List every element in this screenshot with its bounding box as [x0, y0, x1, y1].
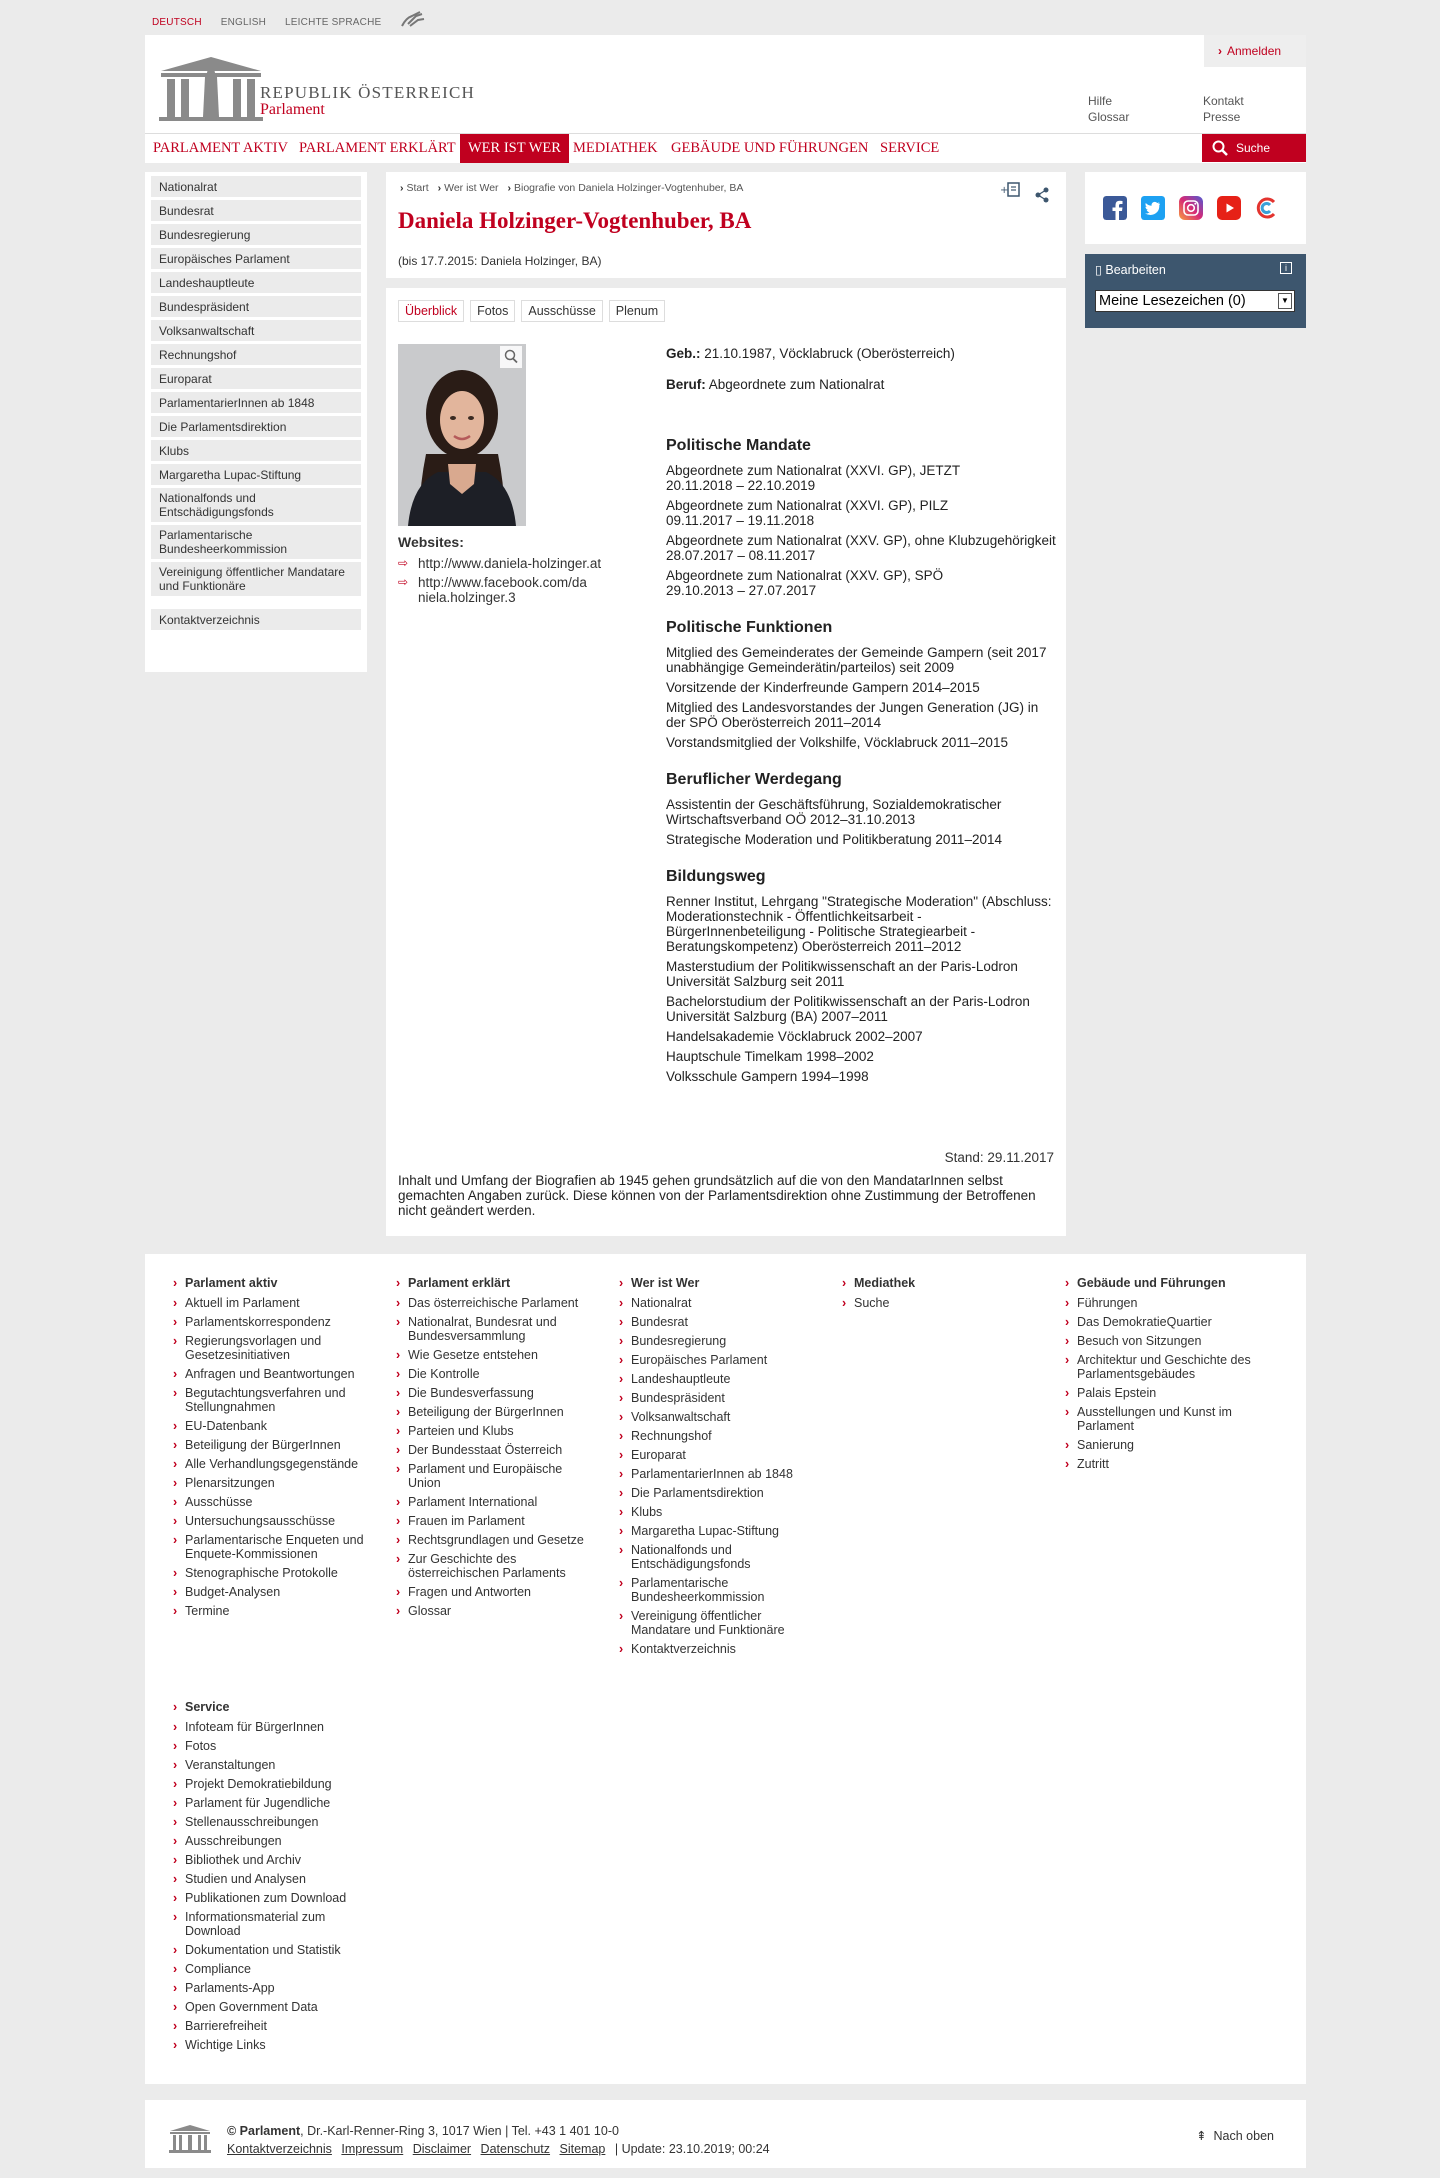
sidebar-item[interactable]: Bundespräsident: [151, 296, 361, 317]
footer-link[interactable]: › Glossar: [394, 1604, 594, 1618]
youtube-icon[interactable]: [1217, 196, 1241, 220]
footer-link[interactable]: › Parlamentarische Enqueten und Enquete-Kommissionen: [171, 1533, 371, 1561]
werdegang-entry: Assistentin der Geschäftsführung, Sozialdemokratischer Wirtschaftsverband OÖ 2012–31.10.2013: [666, 797, 1002, 827]
lang-english[interactable]: ENGLISH: [220, 16, 267, 28]
footer-col-mediathek: [840, 1276, 1040, 1315]
breadcrumb-start[interactable]: › Start: [400, 182, 429, 194]
chevron-down-icon: ▼: [1278, 293, 1292, 309]
footer-link[interactable]: › Europäisches Parlament: [617, 1353, 817, 1367]
tabs: [398, 300, 671, 322]
footer-link[interactable]: › Die Bundesverfassung: [394, 1386, 594, 1400]
footer-link[interactable]: › Termine: [171, 1604, 371, 1618]
sidebar-item[interactable]: Europäisches Parlament: [151, 248, 361, 269]
footer-link[interactable]: › Parlamentskorrespondenz: [171, 1315, 371, 1329]
facebook-icon[interactable]: [1103, 196, 1127, 220]
bottom-links: [227, 2142, 770, 2156]
websites-list: [398, 556, 601, 609]
sidebar: [145, 172, 367, 672]
nav-gebaeude[interactable]: GEBÄUDE UND FÜHRUNGEN: [671, 140, 869, 156]
footer-link[interactable]: › Begutachtungsverfahren und Stellungnahmen: [171, 1386, 371, 1414]
section-funktionen-title: Politische Funktionen: [666, 619, 833, 636]
footer-link[interactable]: › Nationalrat, Bundesrat und Bundesversammlung: [394, 1315, 594, 1343]
funktion-entry: Vorstandsmitglied der Volkshilfe, Vöcklabruck 2011–2015: [666, 735, 1008, 750]
footer-link[interactable]: › Sanierung: [1063, 1438, 1263, 1452]
footer-link[interactable]: › Volksanwaltschaft: [617, 1410, 817, 1424]
websites-title: Websites:: [398, 534, 464, 550]
update-date: | Update: 23.10.2019; 00:24: [614, 2142, 770, 2156]
bookmarks-edit-label: Bearbeiten: [1105, 263, 1166, 277]
footer-link[interactable]: › Alle Verhandlungsgegenstände: [171, 1457, 371, 1471]
footer-link[interactable]: › Margaretha Lupac-Stiftung: [617, 1524, 817, 1538]
footer-link[interactable]: › Rechtsgrundlagen und Gesetze: [394, 1533, 594, 1547]
bottom-link-kontaktverzeichnis[interactable]: Kontaktverzeichnis: [227, 2142, 332, 2156]
footer-link[interactable]: › Informationsmaterial zum Download: [171, 1910, 371, 1938]
sidebar-item[interactable]: Landeshauptleute: [151, 272, 361, 293]
bookmark-icon: ▯: [1095, 263, 1102, 277]
lang-easy[interactable]: LEICHTE SPRACHE: [285, 16, 382, 28]
footer-heading[interactable]: › Mediathek: [840, 1276, 1040, 1290]
footer-link[interactable]: › Beteiligung der BürgerInnen: [394, 1405, 594, 1419]
info-icon[interactable]: i: [1280, 262, 1292, 274]
svg-text:+: +: [1000, 185, 1009, 196]
footer-heading[interactable]: › Gebäude und Führungen: [1063, 1276, 1263, 1290]
footer-link[interactable]: › Klubs: [617, 1505, 817, 1519]
footer-col-gebaeude: [1063, 1276, 1263, 1476]
footer-sitemap: [145, 1254, 1306, 2084]
footer-link[interactable]: › Nationalfonds und Entschädigungsfonds: [617, 1543, 817, 1571]
footer-link[interactable]: › Parlament und Europäische Union: [394, 1462, 594, 1490]
footer-link[interactable]: › Frauen im Parlament: [394, 1514, 594, 1528]
footer-link[interactable]: › Infoteam für BürgerInnen: [171, 1720, 371, 1734]
footer-link[interactable]: › Wie Gesetze entstehen: [394, 1348, 594, 1362]
section-mandate-title: Politische Mandate: [666, 437, 811, 454]
funktion-entry: Mitglied des Landesvorstandes der Jungen Generation (JG) in der SPÖ Oberösterreich 2011–2014: [666, 700, 1039, 730]
sidebar-list: [151, 176, 361, 596]
website-link[interactable]: [398, 556, 601, 571]
footer-link[interactable]: › Suche: [840, 1296, 1040, 1310]
logo-line2: Parlament: [260, 101, 325, 118]
footer-link[interactable]: › Das österreichische Parlament: [394, 1296, 594, 1310]
nav-service[interactable]: SERVICE: [880, 140, 940, 156]
section-werdegang-title: Beruflicher Werdegang: [666, 771, 842, 788]
bildung-entry: Hauptschule Timelkam 1998–2002: [666, 1049, 874, 1064]
footer-link[interactable]: › Bundespräsident: [617, 1391, 817, 1405]
external-link-icon: ⇨: [398, 556, 409, 570]
funktion-entry: Mitglied des Gemeinderates der Gemeinde Gampern (seit 2017 unabhängige Gemeinderätin/parteilos) seit 2009: [666, 645, 1047, 675]
press-link[interactable]: Presse: [1203, 110, 1241, 124]
mandate-entry: Abgeordnete zum Nationalrat (XXVI. GP), PILZ 09.11.2017 – 19.11.2018: [666, 498, 949, 528]
footer-heading[interactable]: › Service: [171, 1700, 371, 1714]
footer-link[interactable]: › Kontaktverzeichnis: [617, 1642, 817, 1656]
search-label: Suche: [1236, 141, 1271, 155]
profession-label: Beruf:: [666, 377, 706, 392]
footer-link[interactable]: › Landeshauptleute: [617, 1372, 817, 1386]
sidebar-item[interactable]: Nationalrat: [151, 176, 361, 197]
footer-link[interactable]: › Ausschreibungen: [171, 1834, 371, 1848]
footer-link[interactable]: › ParlamentarierInnen ab 1848: [617, 1467, 817, 1481]
search-button[interactable]: [1202, 134, 1306, 162]
tab-plenum[interactable]: Plenum: [609, 300, 665, 322]
footer-link[interactable]: › Parlamentarische Bundesheerkommission: [617, 1576, 817, 1604]
sidebar-item[interactable]: Volksanwaltschaft: [151, 320, 361, 341]
site-header: [145, 35, 1306, 163]
footer-link[interactable]: › Rechnungshof: [617, 1429, 817, 1443]
footer-link[interactable]: › Plenarsitzungen: [171, 1476, 371, 1490]
parliament-app-icon[interactable]: [1255, 196, 1279, 220]
search-icon: [1212, 140, 1228, 156]
website-link[interactable]: [398, 575, 601, 605]
footer-link[interactable]: › Bundesrat: [617, 1315, 817, 1329]
breadcrumb-wer-ist-wer[interactable]: › Wer ist Wer: [438, 182, 499, 194]
bottom-link-sitemap[interactable]: Sitemap: [559, 2142, 606, 2156]
footer-link[interactable]: › Fragen und Antworten: [394, 1585, 594, 1599]
profession-info: [666, 377, 1056, 392]
footer-link[interactable]: › Stenographische Protokolle: [171, 1566, 371, 1580]
back-to-top-label: Nach oben: [1213, 2129, 1274, 2143]
disclaimer-text: Inhalt und Umfang der Biografien ab 1945 gehen grundsätzlich auf die von den MandatarInnen selbst gemachten Angaben zurück. Diese können von der Parlamentsdirektion ohne Zustimmung der Betroffenen nicht geändert werden.: [398, 1173, 1036, 1218]
footer-link[interactable]: › Regierungsvorlagen und Gesetzesinitiativen: [171, 1334, 371, 1362]
footer-link[interactable]: › Besuch von Sitzungen: [1063, 1334, 1263, 1348]
section-bildung-title: Bildungsweg: [666, 868, 766, 885]
birth-info: [666, 346, 1056, 361]
nav-wer-ist-wer[interactable]: WER IST WER: [460, 134, 569, 163]
bottom-link-impressum[interactable]: Impressum: [341, 2142, 404, 2156]
footer-link[interactable]: › Parlaments-App: [171, 1981, 371, 1995]
share-icon[interactable]: [1036, 188, 1049, 203]
bildung-entry: Volksschule Gampern 1994–1998: [666, 1069, 869, 1084]
footer-link[interactable]: › Ausstellungen und Kunst im Parlament: [1063, 1405, 1263, 1433]
logo-line1: REPUBLIK ÖSTERREICH: [260, 83, 476, 102]
help-link[interactable]: Hilfe: [1088, 94, 1113, 108]
bildung-entry: Handelsakademie Vöcklabruck 2002–2007: [666, 1029, 923, 1044]
profession-value: Abgeordnete zum Nationalrat: [705, 377, 885, 392]
mandate-entry: Abgeordnete zum Nationalrat (XXV. GP), ohne Klubzugehörigkeit 28.07.2017 – 08.11.2017: [666, 533, 1056, 563]
footer-heading[interactable]: › Wer ist Wer: [617, 1276, 817, 1290]
sidebar-item[interactable]: Klubs: [151, 440, 361, 461]
page-tools: [996, 180, 1056, 204]
external-link-icon: ⇨: [398, 575, 409, 589]
footer-link[interactable]: › Publikationen zum Download: [171, 1891, 371, 1905]
stand-date: Stand: 29.11.2017: [944, 1150, 1054, 1165]
sidebar-item[interactable]: Bundesrat: [151, 200, 361, 221]
footer-link[interactable]: › Aktuell im Parlament: [171, 1296, 371, 1310]
nav-parlament-aktiv[interactable]: PARLAMENT AKTIV: [153, 140, 288, 156]
breadcrumb-current: › Biografie von Daniela Holzinger-Vogtenhuber, BA: [507, 182, 743, 194]
werdegang-list: [666, 797, 1056, 847]
werdegang-entry: Strategische Moderation und Politikberatung 2011–2014: [666, 832, 1002, 847]
copyright-strong: © Parlament: [227, 2124, 301, 2138]
former-name: (bis 17.7.2015: Daniela Holzinger, BA): [398, 254, 602, 268]
util-links-right: [1203, 93, 1244, 125]
sidebar-item[interactable]: Rechnungshof: [151, 344, 361, 365]
bildung-entry: Renner Institut, Lehrgang "Strategische Moderation" (Abschluss: Moderationstechnik - Öffentlichkeitsarbeit - BürgerInnenbeteiligung - Politische Strategiearbeit - Beratungskompetenz) Oberösterreich 2011–2012: [666, 894, 1052, 954]
footer-link[interactable]: › Projekt Demokratiebildung: [171, 1777, 371, 1791]
instagram-icon[interactable]: [1179, 196, 1203, 220]
birth-label: Geb.:: [666, 346, 701, 361]
footer-link[interactable]: › Die Parlamentsdirektion: [617, 1486, 817, 1500]
twitter-icon[interactable]: [1141, 196, 1165, 220]
title-panel: [386, 172, 1066, 278]
footer-link[interactable]: › Die Kontrolle: [394, 1367, 594, 1381]
footer-link[interactable]: › Veranstaltungen: [171, 1758, 371, 1772]
footer-link[interactable]: › Open Government Data: [171, 2000, 371, 2014]
zoom-icon[interactable]: [500, 346, 522, 368]
footer-link[interactable]: › Dokumentation und Statistik: [171, 1943, 371, 1957]
website-url[interactable]: http://www.daniela-holzinger.at: [418, 556, 602, 571]
footer-link[interactable]: › Architektur und Geschichte des Parlamentsgebäudes: [1063, 1353, 1263, 1381]
bildung-entry: Masterstudium der Politikwissenschaft an der Paris-Lodron Universität Salzburg seit 2011: [666, 959, 1018, 989]
bookmarks-panel: [1085, 254, 1306, 328]
bookmarks-header[interactable]: [1095, 262, 1166, 277]
website-url[interactable]: http://www.facebook.com/daniela.holzinger.3: [418, 575, 587, 605]
footer-link[interactable]: › EU-Datenbank: [171, 1419, 371, 1433]
bookmarks-select[interactable]: [1095, 290, 1295, 312]
language-bar: [152, 14, 426, 30]
footer-link[interactable]: › Anfragen und Beantwortungen: [171, 1367, 371, 1381]
bildung-entry: Bachelorstudium der Politikwissenschaft an der Paris-Lodron Universität Salzburg (BA) 2007–2011: [666, 994, 1030, 1024]
contact-link[interactable]: Kontakt: [1203, 94, 1244, 108]
nav-parlament-erklaert[interactable]: PARLAMENT ERKLÄRT: [299, 140, 456, 156]
footer-link[interactable]: › Ausschüsse: [171, 1495, 371, 1509]
footer-link[interactable]: › Stellenausschreibungen: [171, 1815, 371, 1829]
footer-link[interactable]: › Parteien und Klubs: [394, 1424, 594, 1438]
footer-col-service: [171, 1700, 371, 2057]
glossary-link[interactable]: Glossar: [1088, 110, 1130, 124]
footer-link[interactable]: › Zur Geschichte des österreichischen Parlaments: [394, 1552, 594, 1580]
breadcrumb: [400, 182, 749, 194]
sign-language-icon[interactable]: [400, 10, 426, 30]
footer-link[interactable]: › Untersuchungsausschüsse: [171, 1514, 371, 1528]
sidebar-item-kontaktverzeichnis[interactable]: Kontaktverzeichnis: [151, 609, 361, 630]
main-nav: [145, 133, 1306, 162]
funktionen-list: [666, 645, 1056, 750]
footer-col-wer-ist-wer: [617, 1276, 817, 1661]
tab-fotos[interactable]: Fotos: [470, 300, 515, 322]
footer-link[interactable]: › Beteiligung der BürgerInnen: [171, 1438, 371, 1452]
bildung-list: [666, 894, 1056, 1084]
footer-link[interactable]: › Parlament für Jugendliche: [171, 1796, 371, 1810]
footer-heading[interactable]: › Parlament aktiv: [171, 1276, 371, 1290]
arrow-up-icon: ⇞: [1196, 2129, 1207, 2143]
funktion-entry: Vorsitzende der Kinderfreunde Gampern 2014–2015: [666, 680, 980, 695]
footer-link[interactable]: › Compliance: [171, 1962, 371, 1976]
sidebar-item[interactable]: Europarat: [151, 368, 361, 389]
footer-link[interactable]: › Studien und Analysen: [171, 1872, 371, 1886]
sidebar-item[interactable]: Nationalfonds und Entschädigungsfonds: [151, 488, 361, 522]
copyright: [227, 2124, 619, 2138]
portrait-photo[interactable]: [398, 344, 526, 526]
mandate-list: [666, 463, 1056, 598]
bookmark-add-icon[interactable]: [1000, 183, 1019, 196]
footer-col-parlament-erklaert: [394, 1276, 594, 1623]
lang-deutsch[interactable]: DEUTSCH: [152, 16, 202, 28]
footer-col-parlament-aktiv: [171, 1276, 371, 1623]
bottom-link-datenschutz[interactable]: Datenschutz: [480, 2142, 551, 2156]
footer-link[interactable]: › Nationalrat: [617, 1296, 817, 1310]
tab-ausschuesse[interactable]: Ausschüsse: [521, 300, 602, 322]
login-button[interactable]: › Anmelden: [1204, 35, 1306, 67]
footer-link[interactable]: › Palais Epstein: [1063, 1386, 1263, 1400]
back-to-top-link[interactable]: [1196, 2128, 1274, 2143]
bottom-link-disclaimer[interactable]: Disclaimer: [412, 2142, 472, 2156]
mandate-entry: Abgeordnete zum Nationalrat (XXVI. GP), JETZT 20.11.2018 – 22.10.2019: [666, 463, 961, 493]
footer-link[interactable]: › Europarat: [617, 1448, 817, 1462]
footer-link[interactable]: › Das DemokratieQuartier: [1063, 1315, 1263, 1329]
footer-link[interactable]: › Barrierefreiheit: [171, 2019, 371, 2033]
sidebar-item[interactable]: Margaretha Lupac-Stiftung: [151, 464, 361, 485]
social-panel: [1085, 172, 1306, 244]
biography: [666, 346, 1056, 1089]
sidebar-item[interactable]: Parlamentarische Bundesheerkommission: [151, 525, 361, 559]
footer-link[interactable]: › Fotos: [171, 1739, 371, 1753]
page-title: Daniela Holzinger-Vogtenhuber, BA: [398, 208, 752, 233]
birth-value: 21.10.1987, Vöcklabruck (Oberösterreich): [700, 346, 955, 361]
footer-link[interactable]: › Zutritt: [1063, 1457, 1263, 1471]
footer-link[interactable]: › Führungen: [1063, 1296, 1263, 1310]
mandate-entry: Abgeordnete zum Nationalrat (XXV. GP), SPÖ 29.10.2013 – 27.07.2017: [666, 568, 944, 598]
footer-link[interactable]: › Budget-Analysen: [171, 1585, 371, 1599]
footer-link[interactable]: › Bundesregierung: [617, 1334, 817, 1348]
sidebar-item[interactable]: Die Parlamentsdirektion: [151, 416, 361, 437]
bookmarks-select-value: Meine Lesezeichen (0): [1099, 293, 1246, 309]
footer-link[interactable]: › Bibliothek und Archiv: [171, 1853, 371, 1867]
sidebar-item[interactable]: Bundesregierung: [151, 224, 361, 245]
copyright-address: , Dr.-Karl-Renner-Ring 3, 1017 Wien | Tel. +43 1 401 10-0: [300, 2124, 619, 2138]
footer-link[interactable]: › Der Bundesstaat Österreich: [394, 1443, 594, 1457]
footer-link[interactable]: › Wichtige Links: [171, 2038, 371, 2052]
footer-heading[interactable]: › Parlament erklärt: [394, 1276, 594, 1290]
footer-link[interactable]: › Parlament International: [394, 1495, 594, 1509]
sidebar-item[interactable]: ParlamentarierInnen ab 1848: [151, 392, 361, 413]
util-links-left: [1088, 93, 1129, 125]
parliament-small-logo-icon: [169, 2124, 211, 2154]
tab-ueberblick[interactable]: Überblick: [398, 300, 464, 322]
nav-mediathek[interactable]: MEDIATHEK: [573, 140, 658, 156]
sidebar-item[interactable]: Vereinigung öffentlicher Mandatare und Funktionäre: [151, 562, 361, 596]
bottom-bar: [145, 2100, 1306, 2168]
footer-link[interactable]: › Vereinigung öffentlicher Mandatare und Funktionäre: [617, 1609, 817, 1637]
content-panel: [386, 288, 1066, 1236]
